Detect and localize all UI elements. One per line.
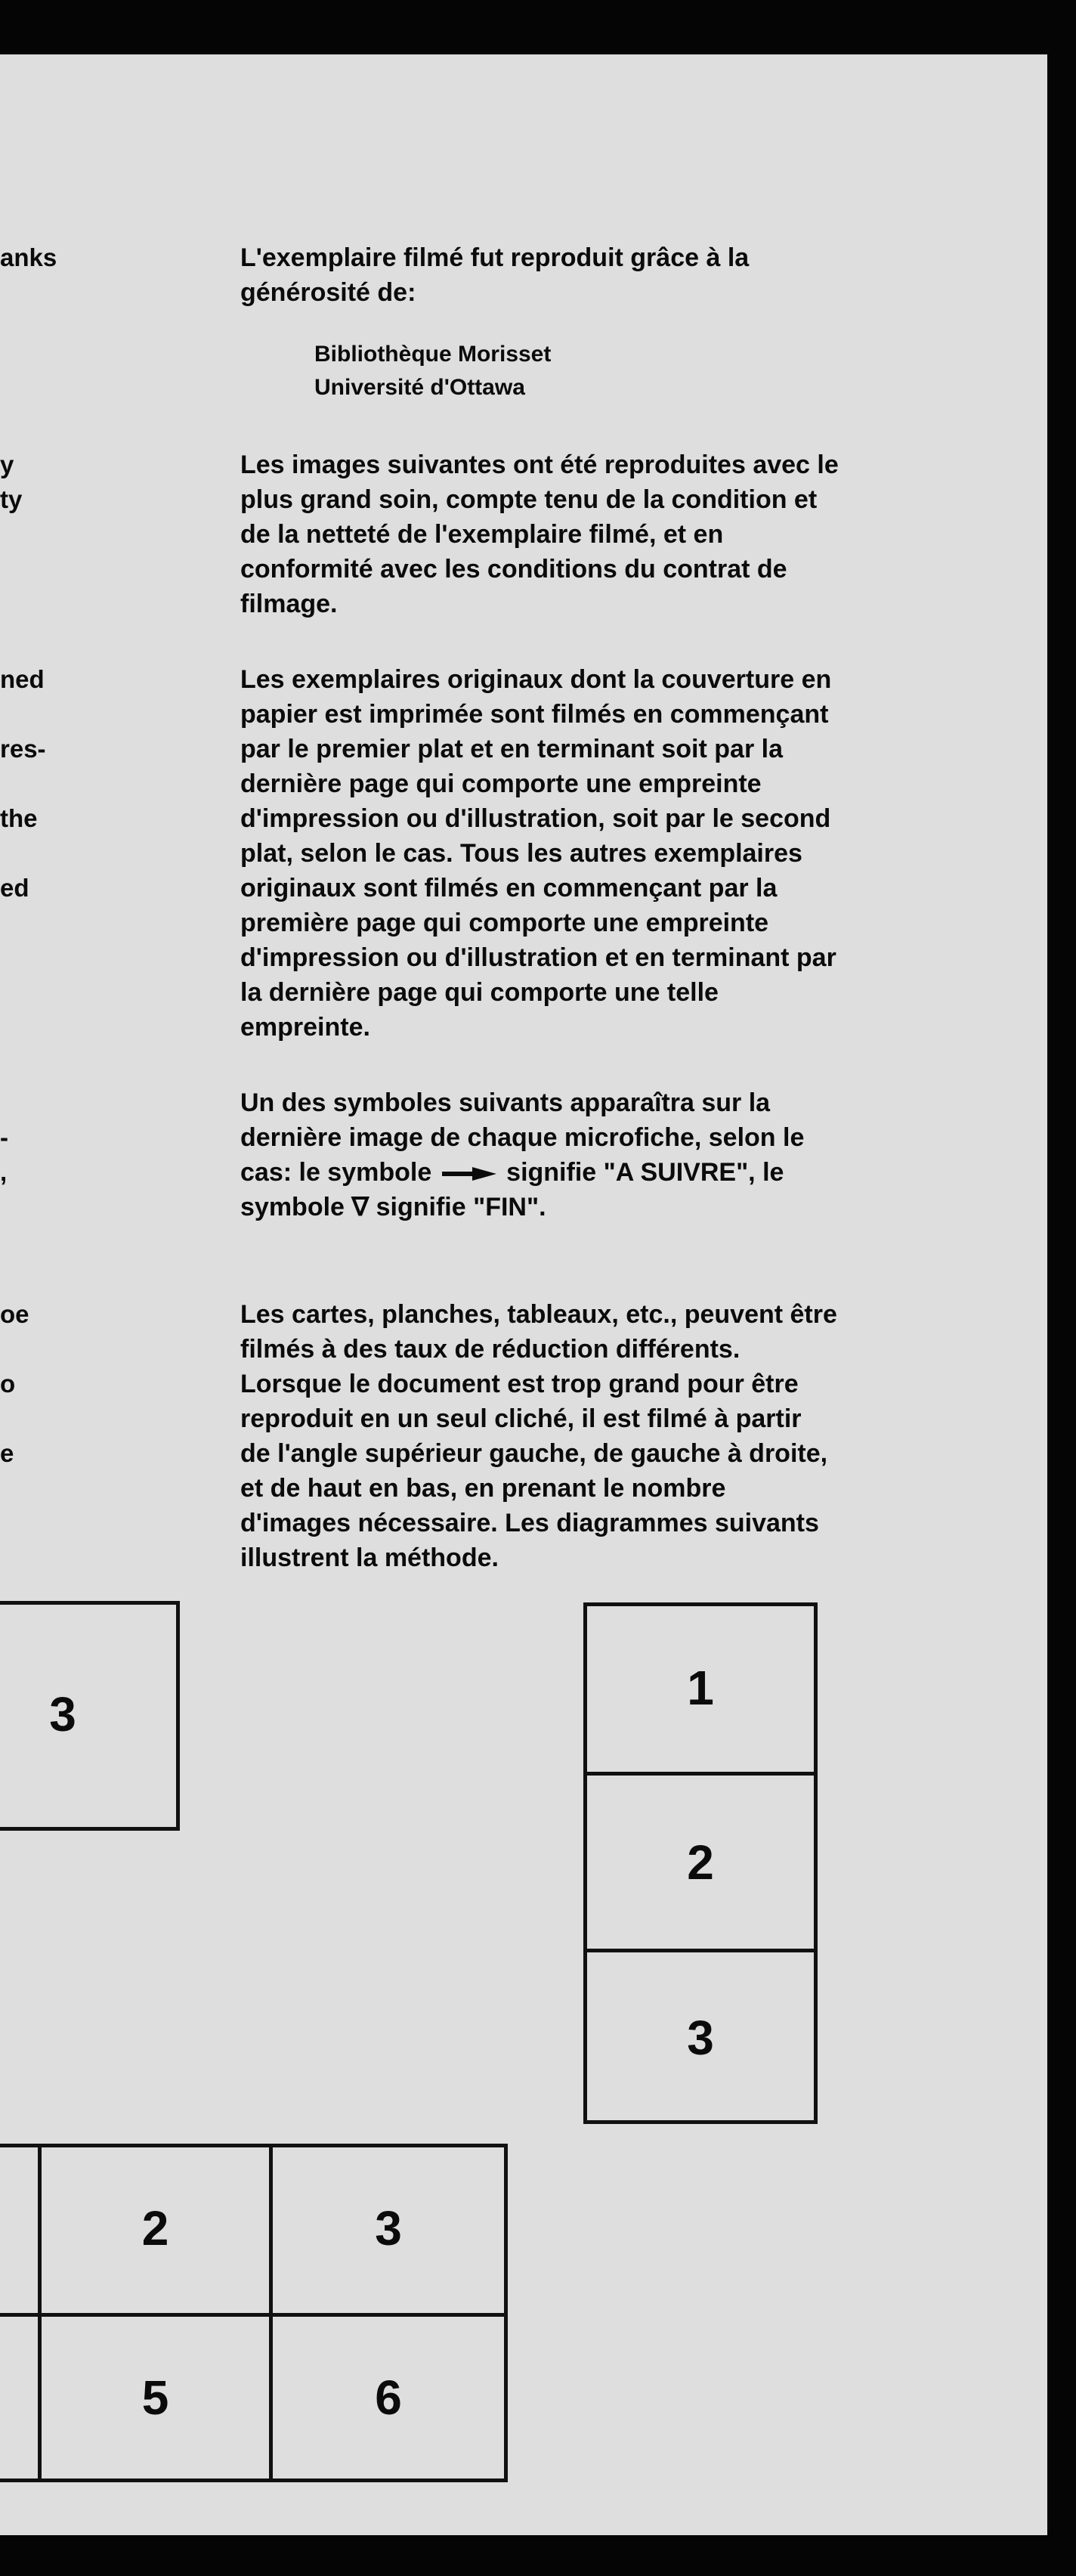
diagram-cell: 2 bbox=[687, 1835, 714, 1890]
left-fragment: anks bbox=[0, 243, 57, 271]
paragraph-text: symbole bbox=[240, 1193, 345, 1221]
paragraph-line: dernière image de chaque microfiche, selon le bbox=[240, 1123, 805, 1152]
paragraph-line: conformité avec les conditions du contrat de bbox=[240, 555, 787, 584]
paragraph-line bbox=[240, 1190, 996, 1225]
paragraph-line: Lorsque le document est trop grand pour être bbox=[240, 1370, 799, 1398]
paragraph-line: plat, selon le cas. Tous les autres exemplaires bbox=[240, 839, 802, 868]
paragraph-line: plus grand soin, compte tenu de la condition et bbox=[240, 485, 818, 514]
end-symbol: ∇ bbox=[351, 1193, 369, 1221]
library-name: Université d'Ottawa bbox=[314, 375, 525, 400]
intro-line: générosité de: bbox=[240, 278, 416, 307]
left-fragment: res- bbox=[0, 735, 46, 763]
diagram-cell: 6 bbox=[375, 2370, 402, 2425]
paragraph-line: reproduit en un seul cliché, il est filmé à partir bbox=[240, 1404, 802, 1433]
left-fragment: the bbox=[0, 804, 38, 832]
paragraph-line: papier est imprimée sont filmés en commençant bbox=[240, 700, 829, 729]
paragraph-line: la dernière page qui comporte une telle bbox=[240, 978, 719, 1007]
paragraph-line: empreinte. bbox=[240, 1013, 370, 1042]
paragraph-line: filmage. bbox=[240, 590, 338, 618]
paragraph-line: originaux sont filmés en commençant par la bbox=[240, 874, 778, 903]
paragraph-line: d'images nécessaire. Les diagrammes suivants bbox=[240, 1509, 819, 1537]
paragraph-line: et de haut en bas, en prenant le nombre bbox=[240, 1474, 726, 1503]
diagram-cell: 3 bbox=[49, 1687, 76, 1742]
left-fragment: y bbox=[0, 450, 14, 478]
paragraph-line: Un des symboles suivants apparaîtra sur la bbox=[240, 1088, 771, 1117]
library-name: Bibliothèque Morisset bbox=[314, 342, 552, 367]
paragraph-text: cas: le symbole bbox=[240, 1158, 432, 1187]
paragraph-line: de la netteté de l'exemplaire filmé, et en bbox=[240, 520, 724, 549]
left-fragment: oe bbox=[0, 1300, 29, 1328]
paragraph-line: filmés à des taux de réduction différents. bbox=[240, 1335, 741, 1364]
left-fragment: ty bbox=[0, 485, 23, 513]
left-fragment: e bbox=[0, 1439, 14, 1467]
paragraph-line: Les exemplaires originaux dont la couverture en bbox=[240, 665, 832, 694]
paragraph-text: signifie "FIN". bbox=[376, 1193, 546, 1221]
paragraph-line: première page qui comporte une empreinte bbox=[240, 909, 769, 937]
left-fragment: ned bbox=[0, 665, 45, 693]
paragraph-line: d'impression ou d'illustration et en terminant par bbox=[240, 943, 836, 972]
diagram-cell: 2 bbox=[141, 2201, 169, 2256]
intro-line: L'exemplaire filmé fut reproduit grâce à la bbox=[240, 243, 750, 272]
left-fragment: ed bbox=[0, 874, 29, 902]
paragraph-line: par le premier plat et en terminant soit par la bbox=[240, 735, 783, 763]
paragraph-line: dernière page qui comporte une empreinte bbox=[240, 769, 762, 798]
diagram-cell: 3 bbox=[687, 2011, 714, 2065]
diagram-cell: 1 bbox=[687, 1661, 714, 1715]
diagram-cell: 3 bbox=[375, 2201, 402, 2256]
paragraph-line: Les cartes, planches, tableaux, etc., peuvent être bbox=[240, 1300, 837, 1329]
left-fragment: - bbox=[0, 1123, 8, 1151]
arrow-right-icon bbox=[442, 1166, 496, 1182]
paragraph-line: de l'angle supérieur gauche, de gauche à droite, bbox=[240, 1439, 828, 1468]
diagram-cell: 5 bbox=[141, 2370, 169, 2425]
paragraph-line: d'impression ou d'illustration, soit par le second bbox=[240, 804, 831, 833]
paragraph-line: Les images suivantes ont été reproduites avec le bbox=[240, 450, 839, 479]
left-fragment: o bbox=[0, 1370, 16, 1398]
paragraph-line bbox=[240, 1155, 996, 1190]
paragraph-line: illustrent la méthode. bbox=[240, 1543, 499, 1572]
microfilm-page bbox=[0, 54, 1047, 2535]
left-fragment: , bbox=[0, 1158, 8, 1186]
paragraph-text: signifie "A SUIVRE", le bbox=[506, 1158, 784, 1187]
